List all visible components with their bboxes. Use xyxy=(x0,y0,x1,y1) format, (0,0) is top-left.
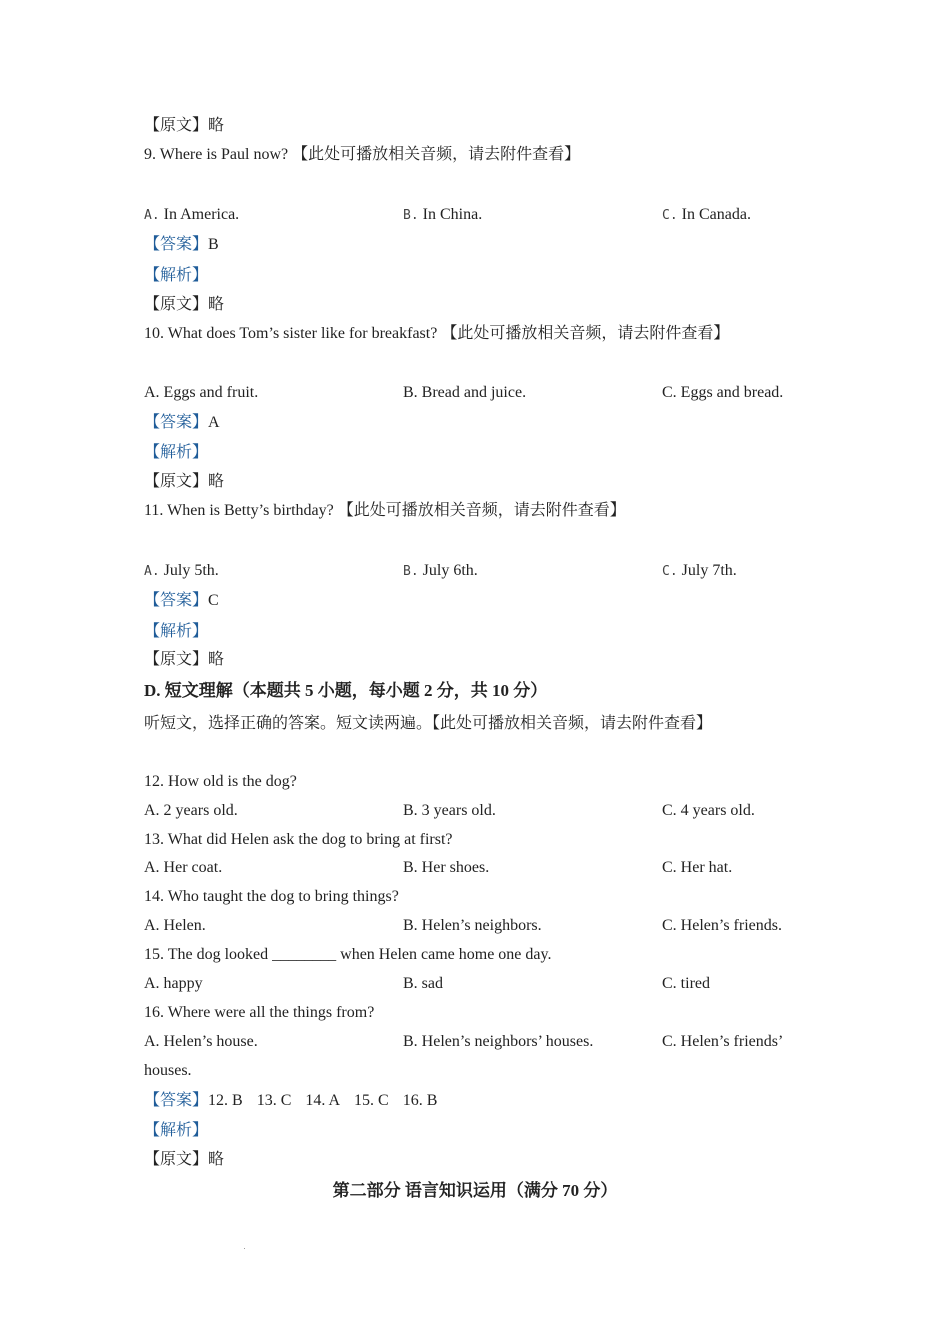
answer-item: 16. B xyxy=(402,1092,438,1109)
answer-10: 【答案】A xyxy=(144,414,220,431)
option-b: B. Helen’s neighbors. xyxy=(403,917,542,934)
analysis-section-d: 【解析】 xyxy=(144,1122,209,1139)
option-a: A. In America. xyxy=(144,206,240,223)
option-c: C. tired xyxy=(662,975,710,992)
original-text-note: 【原文】略 xyxy=(144,1151,225,1168)
option-a: A. Eggs and fruit. xyxy=(144,384,259,401)
audio-note[interactable]: 【此处可播放相关音频，请去附件查看】 xyxy=(337,502,626,519)
option-c: C. July 7th. xyxy=(662,562,737,579)
question-15: 15. The dog looked ________ when Helen came home one day. xyxy=(144,946,552,963)
option-c: C. 4 years old. xyxy=(662,802,755,819)
analysis-11: 【解析】 xyxy=(144,623,209,640)
question-13-options xyxy=(144,858,804,878)
original-text-note: 【原文】略 xyxy=(144,473,225,490)
question-13: 13. What did Helen ask the dog to bring at first? xyxy=(144,831,453,848)
analysis-10: 【解析】 xyxy=(144,444,209,461)
option-a: A. Helen. xyxy=(144,917,206,934)
question-16: 16. Where were all the things from? xyxy=(144,1004,375,1021)
option-a: A. Her coat. xyxy=(144,859,223,876)
answer-11: 【答案】C xyxy=(144,592,219,609)
option-b: B. Her shoes. xyxy=(403,859,490,876)
part-two-title: 第二部分 语言知识运用（满分 70 分） xyxy=(332,1181,618,1200)
question-text: 11. When is Betty’s birthday? xyxy=(144,502,338,519)
audio-note[interactable]: 【此处可播放相关音频，请去附件查看】 xyxy=(292,146,581,163)
option-a: A. 2 years old. xyxy=(144,802,238,819)
option-c-wrap: houses. xyxy=(144,1062,192,1079)
question-10-options xyxy=(144,383,804,403)
option-c: C. Her hat. xyxy=(662,859,733,876)
question-text: 10. What does Tom’s sister like for breakfast? xyxy=(144,325,442,342)
question-10 xyxy=(144,324,729,344)
answer-item: 14. A xyxy=(305,1092,341,1109)
answer-item: 13. C xyxy=(256,1092,292,1109)
audio-note[interactable]: 【此处可播放相关音频，请去附件查看】 xyxy=(441,325,730,342)
option-c: C. Helen’s friends. xyxy=(662,917,782,934)
option-a: A. happy xyxy=(144,975,203,992)
section-d-title: D. 短文理解（本题共 5 小题，每小题 2 分，共 10 分） xyxy=(144,681,548,700)
option-b: B. In China. xyxy=(403,206,483,223)
answer-9: 【答案】B xyxy=(144,236,219,253)
original-text-note: 【原文】略 xyxy=(144,117,225,134)
question-14: 14. Who taught the dog to bring things? xyxy=(144,888,399,905)
option-b: B. Bread and juice. xyxy=(403,384,527,401)
answer-item: 12. B xyxy=(208,1092,243,1109)
option-a: A. Helen’s house. xyxy=(144,1033,258,1050)
question-9 xyxy=(144,145,580,165)
option-b: B. sad xyxy=(403,975,443,992)
option-c: C. Helen’s friends’ xyxy=(662,1033,784,1050)
question-12: 12. How old is the dog? xyxy=(144,773,297,790)
answer-item: 15. C xyxy=(354,1092,389,1109)
option-b: B. July 6th. xyxy=(403,562,478,579)
question-text: 9. Where is Paul now? xyxy=(144,146,293,163)
original-text-note: 【原文】略 xyxy=(144,296,225,313)
question-16-options xyxy=(144,1032,804,1052)
question-11 xyxy=(144,501,626,521)
section-d-answers: 【答案】12. B 13. C 14. A 15. C 16. B xyxy=(144,1092,438,1109)
question-15-options xyxy=(144,974,804,994)
option-c: C. In Canada. xyxy=(662,206,751,223)
section-d-instruction: 听短文，选择正确的答案。短文读两遍。【此处可播放相关音频，请去附件查看】 xyxy=(144,715,713,732)
audio-note[interactable]: 【此处可播放相关音频，请去附件查看】 xyxy=(432,715,713,732)
question-11-options xyxy=(144,561,804,581)
original-text-note: 【原文】略 xyxy=(144,651,225,668)
option-b: B. 3 years old. xyxy=(403,802,496,819)
stray-dot xyxy=(244,1248,245,1249)
question-12-options xyxy=(144,801,804,821)
analysis-9: 【解析】 xyxy=(144,267,209,284)
question-14-options xyxy=(144,916,804,936)
option-b: B. Helen’s neighbors’ houses. xyxy=(403,1033,594,1050)
option-a: A. July 5th. xyxy=(144,562,219,579)
option-c: C. Eggs and bread. xyxy=(662,384,784,401)
question-9-options xyxy=(144,205,804,225)
